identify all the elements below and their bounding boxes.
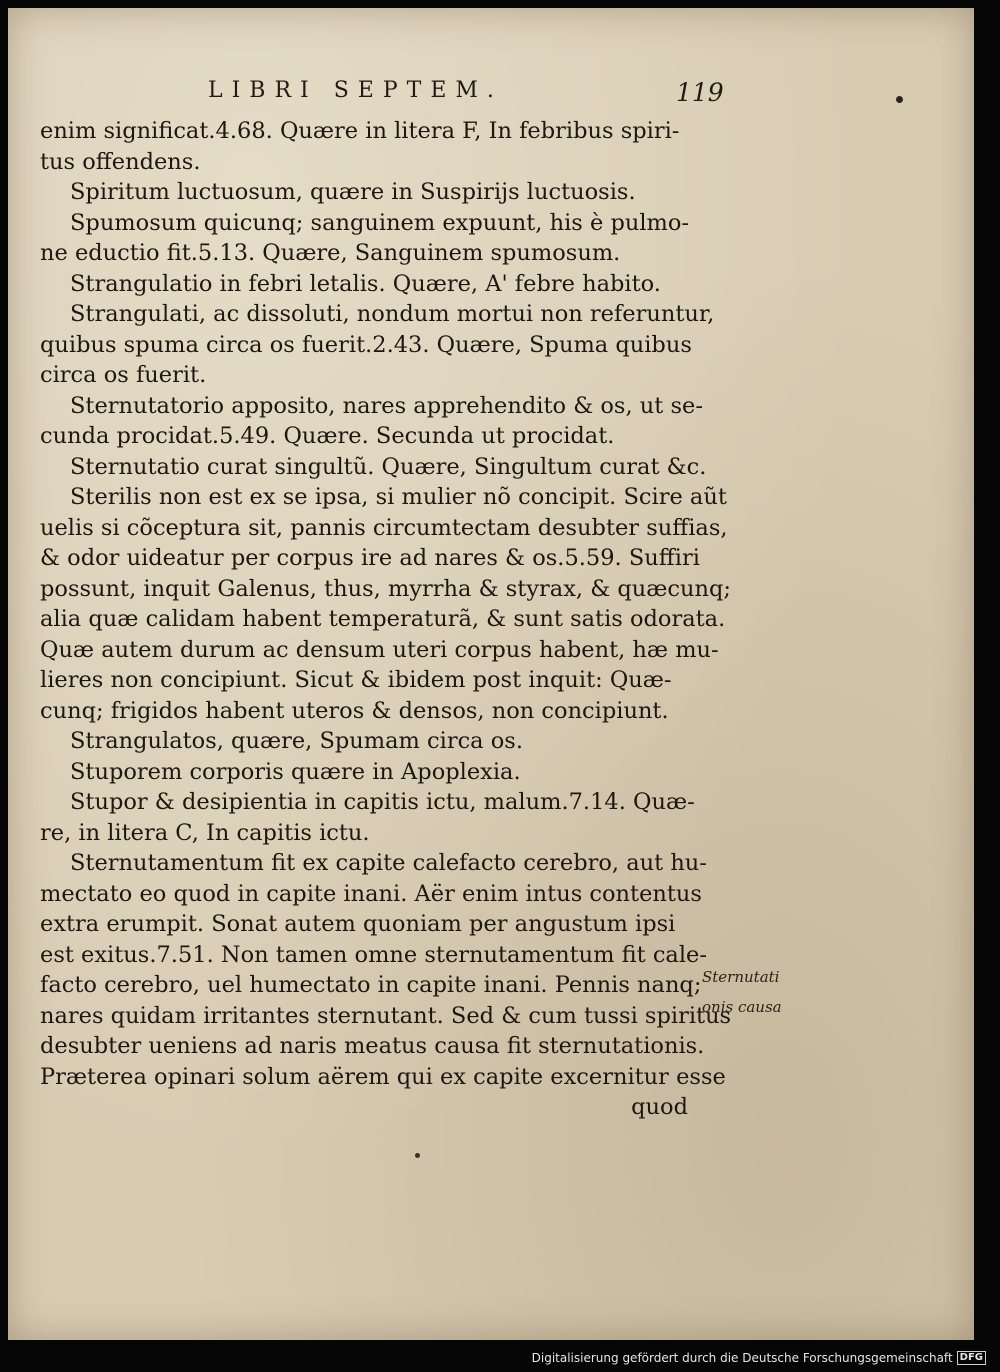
text-line: ne eductio fit.5.13. Quære, Sanguinem spumosum. [40, 240, 621, 266]
text-line: Sterilis non est ex se ipsa, si mulier nõ concipit. Scire aũt [70, 484, 727, 510]
text-line: cunq; frigidos habent uteros & densos, non concipiunt. [40, 697, 669, 724]
text-line: Sternutamentum fit ex capite calefacto cerebro, aut hu- [70, 850, 707, 876]
text-line: circa os fuerit. [40, 362, 207, 388]
text-line: Strangulatio in febri letalis. Quære, A' febre habito. [70, 270, 661, 297]
text-line: Quæ autem durum ac densum uteri corpus habent, hæ mu- [40, 636, 719, 663]
text-line: facto cerebro, uel humectato in capite inani. Pennis nanq; [40, 972, 702, 998]
ink-dot [415, 1153, 420, 1158]
text-line: uelis si cõceptura sit, pannis circumtectam desubter suffias, [40, 514, 728, 541]
text-line: mectato eo quod in capite inani. Aër enim intus contentus [40, 880, 702, 907]
running-title: LIBRI SEPTEM. [208, 78, 503, 103]
ink-dot [896, 96, 903, 103]
text-line: desubter ueniens ad naris meatus causa fit sternutationis. [40, 1033, 705, 1059]
text-line: Stuporem corporis quære in Apoplexia. [70, 758, 521, 785]
catchword: quod [631, 1094, 688, 1120]
text-line: Sternutatorio apposito, nares apprehendito & os, ut se- [70, 392, 703, 419]
digitization-credit [532, 1348, 986, 1368]
text-line: extra erumpit. Sonat autem quoniam per angustum ipsi [40, 911, 676, 937]
text-line: nares quidam irritantes sternutant. Sed & cum tussi spiritus [40, 1002, 732, 1029]
text-line: est exitus.7.51. Non tamen omne sternutamentum fit cale- [40, 941, 707, 968]
text-line: Spumosum quicunq; sanguinem expuunt, his è pulmo- [70, 209, 690, 236]
text-line: cunda procidat.5.49. Quære. Secunda ut procidat. [40, 423, 615, 449]
text-line: Præterea opinari solum aërem qui ex capite excernitur esse [40, 1063, 726, 1090]
text-line: re, in litera C, In capitis ictu. [40, 819, 370, 846]
text-line: Strangulatos, quære, Spumam circa os. [70, 728, 523, 754]
text-line: Strangulati, ac dissoluti, nondum mortui non referuntur, [70, 301, 715, 327]
text-line: enim significat.4.68. Quære in litera F, In febribus spiri- [40, 118, 680, 144]
marginal-note [702, 962, 802, 1022]
credit-text: Digitalisierung gefördert durch die Deutsche Forschungsgemeinschaft [531, 1351, 953, 1365]
text-line: & odor uideatur per corpus ire ad nares & os.5.59. Suffiri [40, 545, 700, 571]
text-line: tus offendens. [40, 148, 201, 175]
text-line: Sternutatio curat singultũ. Quære, Singultum curat &c. [70, 453, 707, 480]
text-line: lieres non concipiunt. Sicut & ibidem post inquit: Quæ- [40, 667, 672, 693]
dfg-logo: DFG [957, 1351, 986, 1365]
marginal-note-line: onis causa [702, 998, 782, 1016]
body-text [40, 116, 732, 1123]
text-line: Stupor & desipientia in capitis ictu, malum.7.14. Quæ- [70, 789, 695, 815]
page-number: 119 [676, 78, 724, 107]
text-line: alia quæ calidam habent temperaturã, & sunt satis odorata. [40, 606, 726, 632]
text-line: possunt, inquit Galenus, thus, myrrha & styrax, & quæcunq; [40, 575, 731, 602]
marginal-note-line: Sternutati [702, 968, 780, 986]
text-line: Spiritum luctuosum, quære in Suspirijs luctuosis. [70, 179, 636, 205]
book-page [8, 8, 974, 1340]
text-line: quibus spuma circa os fuerit.2.43. Quære, Spuma quibus [40, 331, 692, 358]
